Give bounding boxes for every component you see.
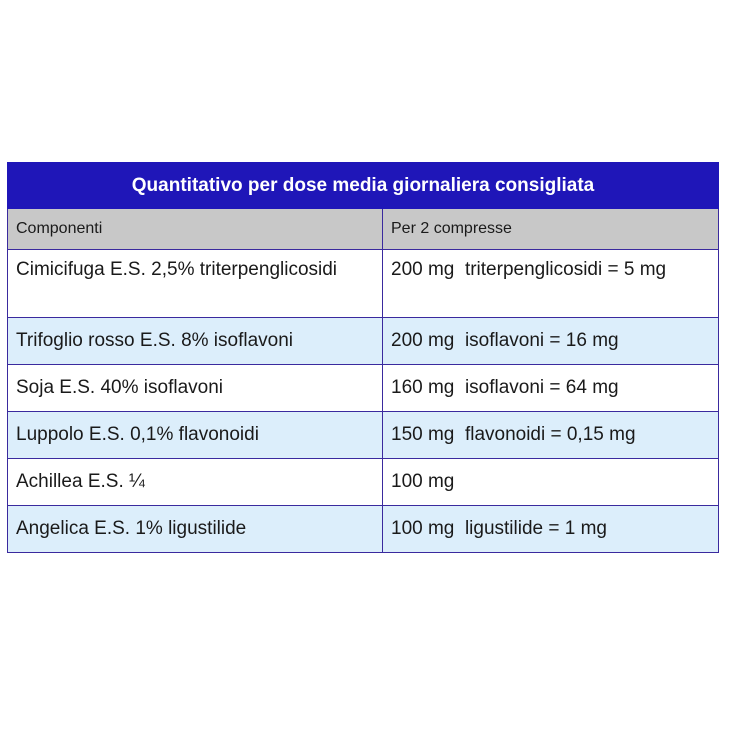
dose-cell	[383, 506, 719, 553]
dose-amount: 100 mg	[391, 518, 455, 539]
table-row	[8, 365, 719, 412]
table-title: Quantitativo per dose media giornaliera consigliata	[8, 163, 719, 209]
dose-detail: flavonoidi = 0,15 mg	[464, 424, 636, 445]
component-cell: Achillea E.S. ¼	[8, 459, 383, 506]
component-cell: Soja E.S. 40% isoflavoni	[8, 365, 383, 412]
dose-cell	[383, 412, 719, 459]
dose-amount: 200 mg	[391, 330, 455, 351]
dose-amount: 160 mg	[391, 377, 455, 398]
dose-cell	[383, 365, 719, 412]
column-header-components: Componenti	[8, 209, 383, 250]
component-cell: Cimicifuga E.S. 2,5% triterpenglicosidi	[8, 250, 383, 318]
component-cell: Luppolo E.S. 0,1% flavonoidi	[8, 412, 383, 459]
dose-detail: ligustilide = 1 mg	[464, 518, 607, 539]
table-title-row	[8, 163, 719, 209]
table-row	[8, 250, 719, 318]
dose-detail: isoflavoni = 64 mg	[464, 377, 619, 398]
table-row	[8, 459, 719, 506]
dose-amount: 100 mg	[391, 471, 455, 492]
table-row	[8, 318, 719, 365]
dose-detail: isoflavoni = 16 mg	[464, 330, 619, 351]
table-row	[8, 412, 719, 459]
dose-cell	[383, 250, 719, 318]
table-header-row	[8, 209, 719, 250]
column-header-dose: Per 2 compresse	[383, 209, 719, 250]
component-cell: Trifoglio rosso E.S. 8% isoflavoni	[8, 318, 383, 365]
table-row	[8, 506, 719, 553]
dose-cell	[383, 318, 719, 365]
dose-cell	[383, 459, 719, 506]
dosage-table-container	[7, 162, 718, 553]
dose-amount: 200 mg	[391, 259, 455, 280]
dosage-table	[7, 162, 719, 553]
component-cell: Angelica E.S. 1% ligustilide	[8, 506, 383, 553]
dose-detail: triterpenglicosidi = 5 mg	[464, 259, 667, 280]
dose-amount: 150 mg	[391, 424, 455, 445]
